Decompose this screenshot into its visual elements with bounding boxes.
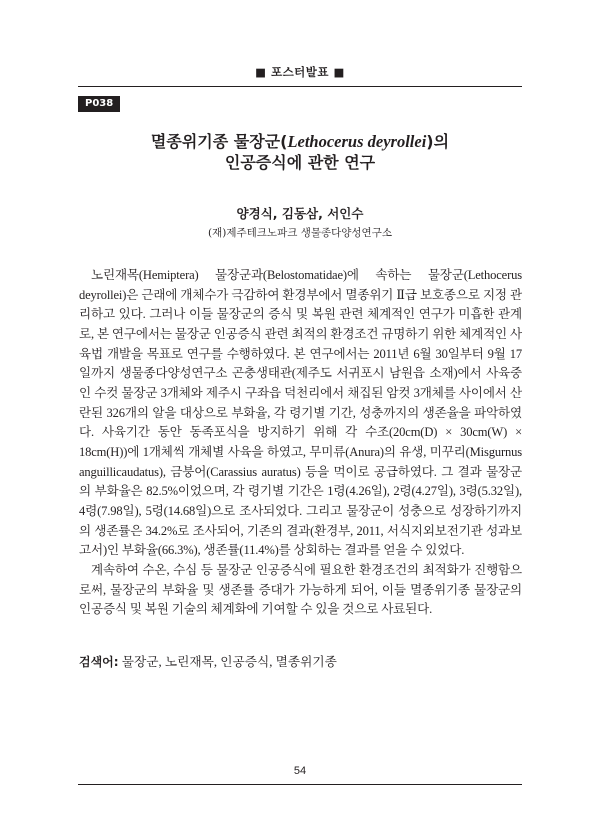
abstract-paragraph: 노린재목(Hemiptera) 물장군과(Belostomatidae)에 속하는 물장군(Lethocerus deyrollei)은 근래에 개체수가 극감하여 환경부에서 멸종위기 Ⅱ급 보호종으로 지정 관리하고 있다. 그러나 이들 물장군의 증식 및 복원 관련 체계적인 연구가 미흡한 관계로, 본 연구에서는 물장군 인공증식 관련 최적의 환경조건 규명하기 위한 체계적인 사육법 개발을 목표로 연구를 수행하였다. 본 연구에서는 2011년 6월 30일부터 9월 17일까지 생물종다양성연구소 곤충생태관(제주도 서귀포시 남원읍 소재)에서 사육중인 수컷 물장군 3개체와 제주시 구좌읍 덕천리에서 채집된 암컷 3개체를 사이에서 산란된 326개의 알을 대상으로 부화율, 각 령기별 기간, 성충까지의 생존율을 파악하였다. 사육기간 동안 동족포식을 방지하기 위해 각 수조(20cm(D) × 30cm(W) × 18cm(H))에 1개체씩 개체별 사육을 하였고, 무미류(Anura)의 유생, 미꾸리(Misgurnus anguillicaudatus), 금붕어(Carassius auratus) 등을 먹이로 공급하였다. 그 결과 물장군의 부화율은 82.5%이었으며, 각 령기별 기간은 1령(4.26일), 2령(4.27일), 3령(5.32일), 4령(7.98일), 5령(14.68일)으로 조사되었다. 그리고 물장군이 성충으로 성장하기까지의 생존률은 34.2%로 조사되어, 기존의 결과(환경부, 2011, 서식지외보전기관 성과보고서)인 부화율(66.3%), 생존률(11.4%)를 상회하는 결과를 얻을 수 있었다. bbox=[79, 268, 522, 558]
footer-divider bbox=[78, 784, 522, 785]
scientific-name: Lethocerus deyrollei bbox=[287, 132, 427, 151]
section-header: ■ 포스터발표 ■ bbox=[255, 65, 345, 79]
keywords-list: 물장군, 노린재목, 인공증식, 멸종위기종 bbox=[121, 655, 337, 669]
title-line-1-suffix: )의 bbox=[426, 132, 450, 151]
title-line-1 bbox=[60, 131, 540, 152]
keywords bbox=[79, 653, 522, 672]
title-line-2: 인공증식에 관한 연구 bbox=[224, 153, 376, 172]
author-affiliation: (재)제주테크노파크 생물종다양성연구소 bbox=[208, 227, 392, 239]
poster-id-badge: P038 bbox=[78, 96, 120, 112]
abstract-body bbox=[79, 266, 522, 620]
abstract-paragraph: 계속하여 수온, 수심 등 물장군 인공증식에 필요한 환경조건의 최적화가 진행함으로써, 물장군의 부화율 및 생존률 증대가 가능하게 되어, 이들 멸종위기종 물장군의 인공증식 및 복원 기술의 체계화에 기여할 수 있을 것으로 사료된다. bbox=[79, 562, 522, 617]
author-list: 양경식, 김동삼, 서인수 bbox=[236, 206, 364, 221]
title-line-1-prefix: 멸종위기종 물장군( bbox=[150, 132, 288, 151]
keywords-label: 검색어: bbox=[79, 655, 119, 669]
paper-title bbox=[60, 131, 540, 173]
header-divider bbox=[78, 86, 522, 87]
page-number: 54 bbox=[293, 765, 307, 777]
